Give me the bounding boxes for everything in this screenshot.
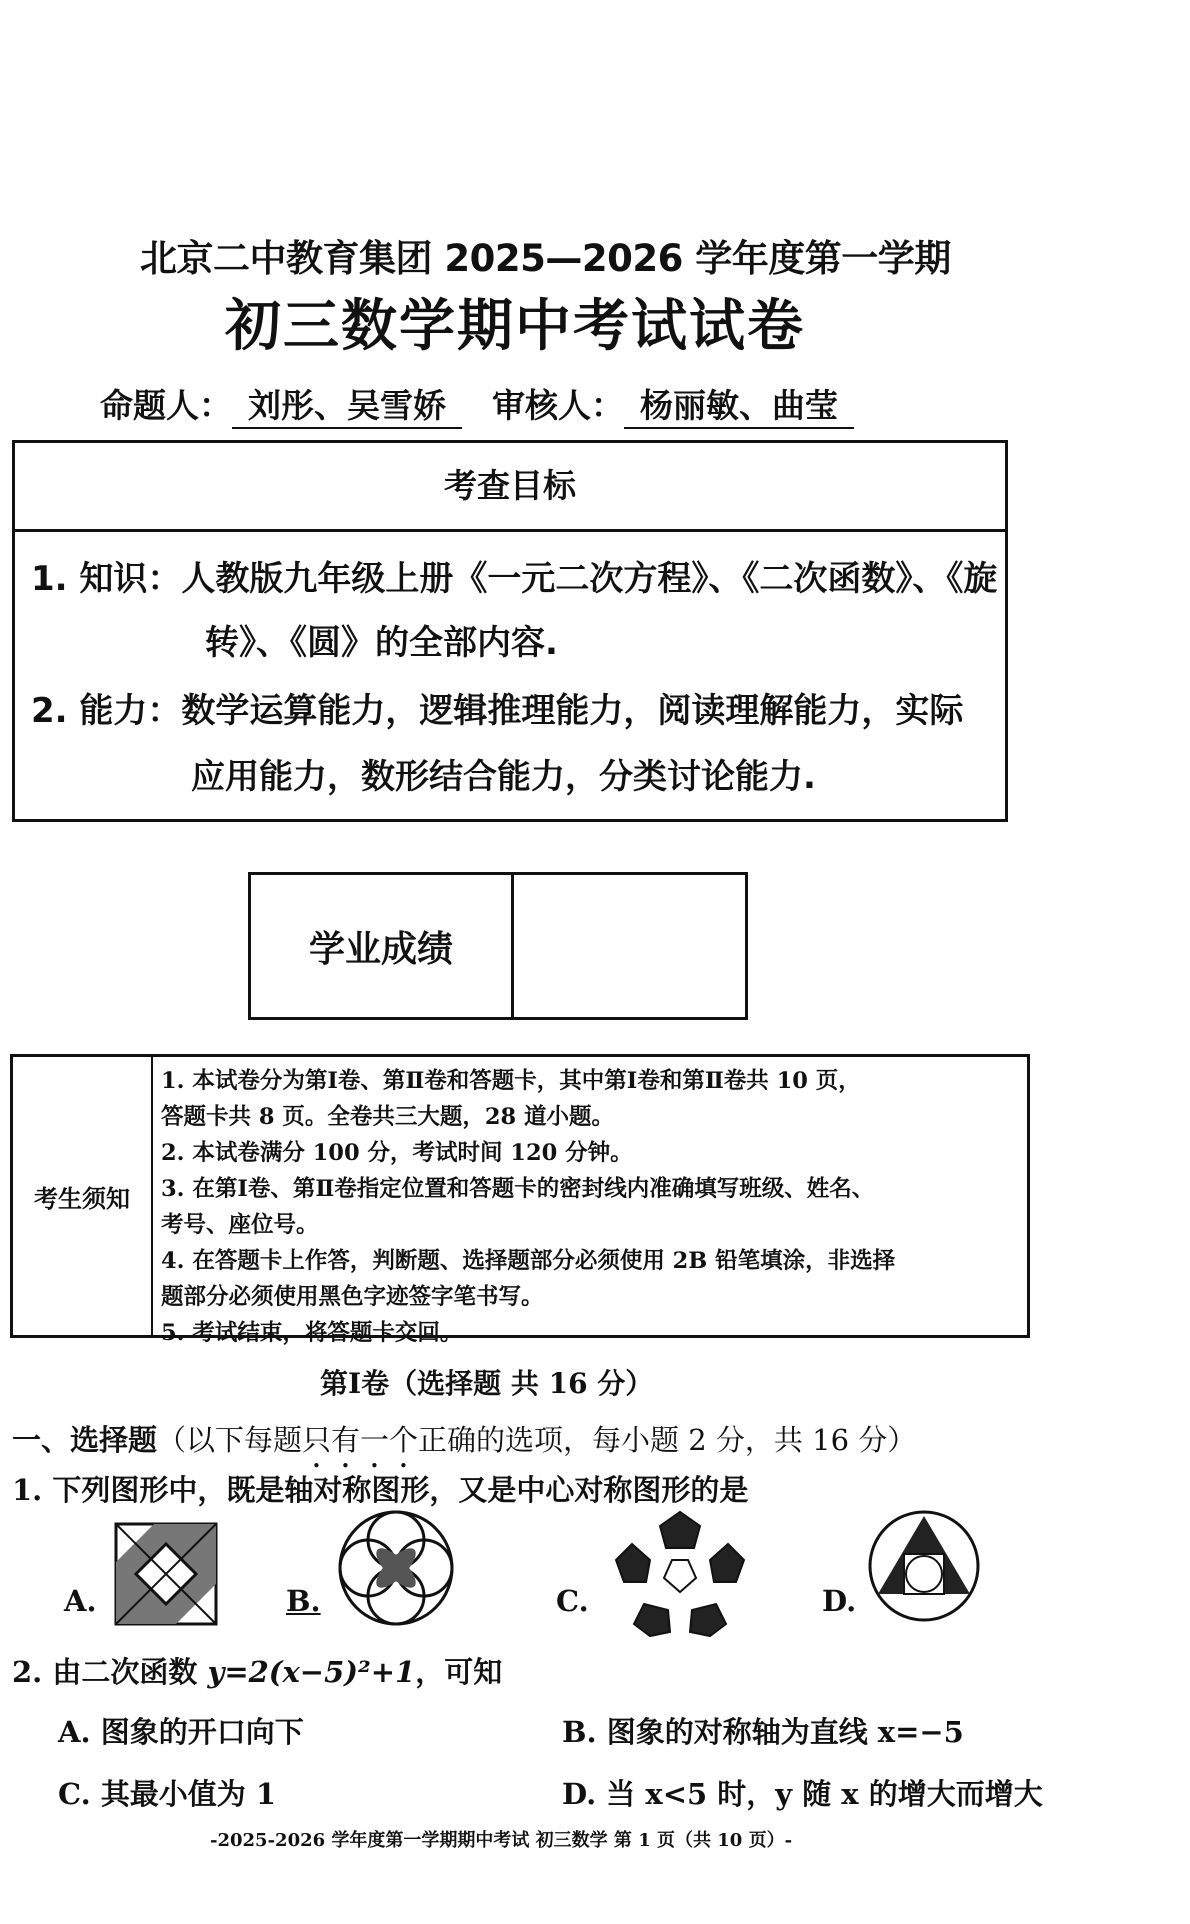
part-heading-pre: （以下每题 (157, 1423, 303, 1457)
author-names: 刘彤、吴雪娇 (232, 380, 462, 429)
q1-option-b-figure (336, 1508, 456, 1628)
reviewer-label: 审核人： (492, 386, 624, 425)
score-box (248, 872, 748, 1020)
page-footer: -2025-2026 学年度第一学期期中考试 初三数学 第 1 页（共 10 页）- (210, 1830, 793, 1851)
q2-stem-post: ，可知 (415, 1655, 503, 1689)
q2-option-c[interactable]: C. 其最小值为 1 (58, 1777, 277, 1811)
school-term-line: 北京二中教育集团 2025—2026 学年度第一学期 (140, 237, 951, 280)
q2-option-b[interactable]: B. 图象的对称轴为直线 x=−5 (562, 1715, 964, 1749)
notice-line: 1. 本试卷分为第Ⅰ卷、第Ⅱ卷和答题卡，其中第Ⅰ卷和第Ⅱ卷共 10 页， (161, 1068, 861, 1094)
author-label: 命题人： (100, 386, 232, 425)
goal-item-2-cont: 应用能力，数形结合能力，分类讨论能力. (191, 757, 816, 797)
notice-body (153, 1057, 1027, 1346)
q1-option-c-figure (610, 1508, 750, 1638)
reviewer-names: 杨丽敏、曲莹 (624, 380, 854, 429)
q1-stem: 1. 下列图形中，既是轴对称图形，又是中心对称图形的是 (12, 1473, 749, 1507)
notice-line: 2. 本试卷满分 100 分，考试时间 120 分钟。 (161, 1140, 633, 1166)
score-label: 学业成绩 (251, 875, 514, 1017)
q2-stem (12, 1650, 502, 1691)
q2-formula: y=2(x−5)²+1 (207, 1655, 416, 1689)
q1-option-d-label[interactable]: D. (822, 1584, 857, 1618)
score-field[interactable] (514, 875, 745, 1017)
part-heading (12, 1418, 916, 1475)
q1-option-a-figure (114, 1522, 218, 1626)
part-heading-post: 正确的选项，每小题 2 分，共 16 分） (418, 1423, 917, 1457)
notice-line: 考号、座位号。 (161, 1212, 319, 1238)
q2-option-d[interactable]: D. 当 x<5 时，y 随 x 的增大而增大 (562, 1777, 1043, 1811)
notice-line: 答题卡共 8 页。全卷共三大题，28 道小题。 (161, 1104, 614, 1130)
goals-heading: 考查目标 (15, 443, 1005, 532)
part-heading-dotted: 只有一个 (302, 1423, 419, 1457)
notice-box (10, 1054, 1030, 1346)
exam-title: 初三数学期中考试试卷 (225, 294, 805, 359)
notice-line: 3. 在第Ⅰ卷、第Ⅱ卷指定位置和答题卡的密封线内准确填写班级、姓名、 (161, 1176, 875, 1202)
goal-item-1: 1. 知识：人教版九年级上册《一元二次方程》、《二次函数》、《旋 (31, 559, 998, 599)
notice-line: 4. 在答题卡上作答，判断题、选择题部分必须使用 2B 铅笔填涂，非选择 (161, 1248, 896, 1274)
q2-stem-pre: 2. 由二次函数 (12, 1655, 208, 1689)
notice-line: 5. 考试结束，将答题卡交回。 (161, 1320, 463, 1346)
goal-item-2: 2. 能力：数学运算能力，逻辑推理能力，阅读理解能力，实际 (31, 691, 964, 731)
notice-label: 考生须知 (13, 1057, 153, 1335)
goal-item-1-cont: 转》、《圆》的全部内容. (205, 623, 558, 663)
q1-option-b-label[interactable]: B. (286, 1584, 321, 1618)
authors-line (100, 380, 884, 429)
q1-option-d-figure (866, 1508, 982, 1624)
notice-line: 题部分必须使用黑色字迹签字笔书写。 (161, 1284, 544, 1310)
goals-box (12, 440, 1008, 822)
section-title: 第Ⅰ卷（选择题 共 16 分） (320, 1367, 654, 1400)
q1-option-c-label[interactable]: C. (556, 1584, 589, 1618)
part-heading-bold: 一、选择题 (12, 1423, 158, 1457)
q1-option-a-label[interactable]: A. (64, 1584, 97, 1618)
q2-option-a[interactable]: A. 图象的开口向下 (58, 1715, 304, 1749)
